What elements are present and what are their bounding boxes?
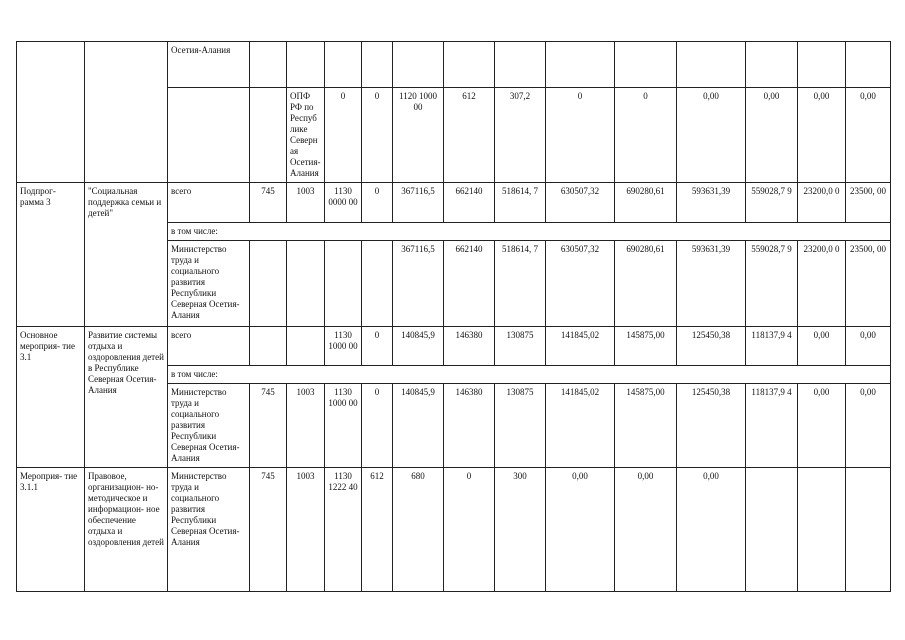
subprogram-3-ministry-row-cell-8: 630507,32 [546,241,615,327]
main-activity-3-1-total-row-cell-9: 130875 [495,327,546,366]
main-activity-3-1-total-row-cell-4 [287,327,325,366]
activity-3-1-1-row-cell-13 [746,468,798,592]
subprogram-3-ministry-row-cell-7: 518614, 7 [495,241,546,327]
main-activity-3-1-ministry-row-cell-9: 145875,00 [615,384,677,468]
osetia-continuation-row-cell-4 [287,42,325,88]
subprogram-3-total-row-cell-14: 23200,0 0 [798,183,846,223]
activity-3-1-1-row-cell-3: 745 [250,468,287,592]
main-activity-3-1-total-row-cell-1: Развитие системы отдыха и оздоровления детей в Республике Северная Осетия-Алания [85,327,168,468]
osetia-continuation-row-cell-3 [250,42,287,88]
opf-row-cell-6: 612 [444,88,495,183]
subprogram-3-including-row-cell-0: в том числе: [168,223,891,241]
opf-row-cell-12: 0,00 [798,88,846,183]
osetia-continuation-row-cell-12 [677,42,746,88]
opf-row-cell-4: 0 [362,88,393,183]
subprogram-3-total-row-cell-8: 662140 [444,183,495,223]
main-activity-3-1-ministry-row-cell-1: 745 [250,384,287,468]
activity-3-1-1-row-cell-1: Правовое, организацион- но- методическое и информацион- ное обеспечение отдыха и оздоровления детей [85,468,168,592]
opf-row-cell-1 [250,88,287,183]
subprogram-3-total-row-cell-5: 1130 0000 00 [325,183,362,223]
main-activity-3-1-total-row-cell-15: 0,00 [846,327,891,366]
main-activity-3-1-ministry-row-cell-12: 0,00 [798,384,846,468]
main-activity-3-1-total-row-cell-11: 145875,00 [615,327,677,366]
opf-row-cell-3: 0 [325,88,362,183]
subprogram-3-total-row-cell-11: 690280,61 [615,183,677,223]
opf-row-cell-10: 0,00 [677,88,746,183]
activity-3-1-1-row [17,468,891,592]
subprogram-3-total-row-cell-12: 593631,39 [677,183,746,223]
main-activity-3-1-ministry-row-cell-2: 1003 [287,384,325,468]
main-activity-3-1-ministry-row-cell-3: 1130 1000 00 [325,384,362,468]
subprogram-3-total-row [17,183,891,223]
main-activity-3-1-ministry-row-cell-11: 118137,9 4 [746,384,798,468]
main-activity-3-1-total-row-cell-12: 125450,38 [677,327,746,366]
osetia-continuation-row-cell-6 [362,42,393,88]
activity-3-1-1-row-cell-4: 1003 [287,468,325,592]
main-activity-3-1-ministry-row-cell-0: Министерство труда и социального развития Республики Северная Осетия-Алания [168,384,250,468]
main-activity-3-1-total-row-cell-14: 0,00 [798,327,846,366]
subprogram-3-total-row-cell-4: 1003 [287,183,325,223]
subprogram-3-ministry-row-cell-5: 367116,5 [393,241,444,327]
opf-row-cell-0 [168,88,250,183]
osetia-continuation-row-cell-2: Осетия-Алания [168,42,250,88]
main-activity-3-1-ministry-row-cell-8: 141845,02 [546,384,615,468]
activity-3-1-1-row-cell-7: 680 [393,468,444,592]
main-activity-3-1-ministry-row-cell-6: 146380 [444,384,495,468]
main-activity-3-1-total-row-cell-8: 146380 [444,327,495,366]
subprogram-3-total-row-cell-6: 0 [362,183,393,223]
main-activity-3-1-ministry-row-cell-5: 140845,9 [393,384,444,468]
opf-row-cell-13: 0,00 [846,88,891,183]
opf-row-cell-8: 0 [546,88,615,183]
activity-3-1-1-row-cell-15 [846,468,891,592]
osetia-continuation-row-cell-13 [746,42,798,88]
main-activity-3-1-ministry-row-cell-7: 130875 [495,384,546,468]
main-activity-3-1-total-row-cell-10: 141845,02 [546,327,615,366]
activity-3-1-1-row-cell-0: Мероприя- тие 3.1.1 [17,468,85,592]
osetia-continuation-row-cell-5 [325,42,362,88]
activity-3-1-1-row-cell-12: 0,00 [677,468,746,592]
opf-row-cell-2: ОПФ РФ по Республике Северная Осетия-Алания [287,88,325,183]
main-activity-3-1-ministry-row-cell-10: 125450,38 [677,384,746,468]
subprogram-3-total-row-cell-10: 630507,32 [546,183,615,223]
subprogram-3-total-row-cell-3: 745 [250,183,287,223]
subprogram-3-ministry-row-cell-3 [325,241,362,327]
opf-row-cell-7: 307,2 [495,88,546,183]
osetia-continuation-row [17,42,891,88]
main-activity-3-1-total-row-cell-0: Основное мероприя- тие 3.1 [17,327,85,468]
activity-3-1-1-row-cell-5: 1130 1222 40 [325,468,362,592]
main-activity-3-1-including-row-cell-0: в том числе: [168,366,891,384]
subprogram-3-ministry-row-cell-2 [287,241,325,327]
activity-3-1-1-row-cell-9: 300 [495,468,546,592]
main-activity-3-1-total-row-cell-2: всего [168,327,250,366]
subprogram-3-total-row-cell-7: 367116,5 [393,183,444,223]
activity-3-1-1-row-cell-8: 0 [444,468,495,592]
osetia-continuation-row-cell-14 [798,42,846,88]
subprogram-3-total-row-cell-0: Подпрог- рамма 3 [17,183,85,327]
osetia-continuation-row-cell-0 [17,42,85,183]
activity-3-1-1-row-cell-11: 0,00 [615,468,677,592]
main-activity-3-1-total-row-cell-5: 1130 1000 00 [325,327,362,366]
opf-row-cell-11: 0,00 [746,88,798,183]
osetia-continuation-row-cell-7 [393,42,444,88]
main-activity-3-1-total-row-cell-3 [250,327,287,366]
subprogram-3-ministry-row-cell-6: 662140 [444,241,495,327]
subprogram-3-total-row-cell-15: 23500, 00 [846,183,891,223]
opf-row-cell-9: 0 [615,88,677,183]
osetia-continuation-row-cell-1 [85,42,168,183]
subprogram-3-ministry-row-cell-12: 23200,0 0 [798,241,846,327]
osetia-continuation-row-cell-8 [444,42,495,88]
main-activity-3-1-total-row-cell-6: 0 [362,327,393,366]
main-activity-3-1-total-row [17,327,891,366]
subprogram-3-ministry-row-cell-10: 593631,39 [677,241,746,327]
main-activity-3-1-total-row-cell-13: 118137,9 4 [746,327,798,366]
subprogram-3-ministry-row-cell-13: 23500, 00 [846,241,891,327]
osetia-continuation-row-cell-15 [846,42,891,88]
main-activity-3-1-ministry-row-cell-4: 0 [362,384,393,468]
budget-table [16,41,891,592]
activity-3-1-1-row-cell-2: Министерство труда и социального развития Республики Северная Осетия-Алания [168,468,250,592]
opf-row-cell-5: 1120 1000 00 [393,88,444,183]
activity-3-1-1-row-cell-6: 612 [362,468,393,592]
subprogram-3-total-row-cell-1: "Социальная поддержка семьи и детей" [85,183,168,327]
osetia-continuation-row-cell-10 [546,42,615,88]
osetia-continuation-row-cell-11 [615,42,677,88]
main-activity-3-1-total-row-cell-7: 140845,9 [393,327,444,366]
main-activity-3-1-ministry-row-cell-13: 0,00 [846,384,891,468]
subprogram-3-ministry-row-cell-0: Министерство труда и социального развития Республики Северная Осетия-Алания [168,241,250,327]
subprogram-3-ministry-row-cell-11: 559028,7 9 [746,241,798,327]
subprogram-3-ministry-row-cell-4 [362,241,393,327]
subprogram-3-total-row-cell-2: всего [168,183,250,223]
subprogram-3-ministry-row-cell-9: 690280,61 [615,241,677,327]
subprogram-3-ministry-row-cell-1 [250,241,287,327]
osetia-continuation-row-cell-9 [495,42,546,88]
activity-3-1-1-row-cell-14 [798,468,846,592]
activity-3-1-1-row-cell-10: 0,00 [546,468,615,592]
subprogram-3-total-row-cell-13: 559028,7 9 [746,183,798,223]
subprogram-3-total-row-cell-9: 518614, 7 [495,183,546,223]
